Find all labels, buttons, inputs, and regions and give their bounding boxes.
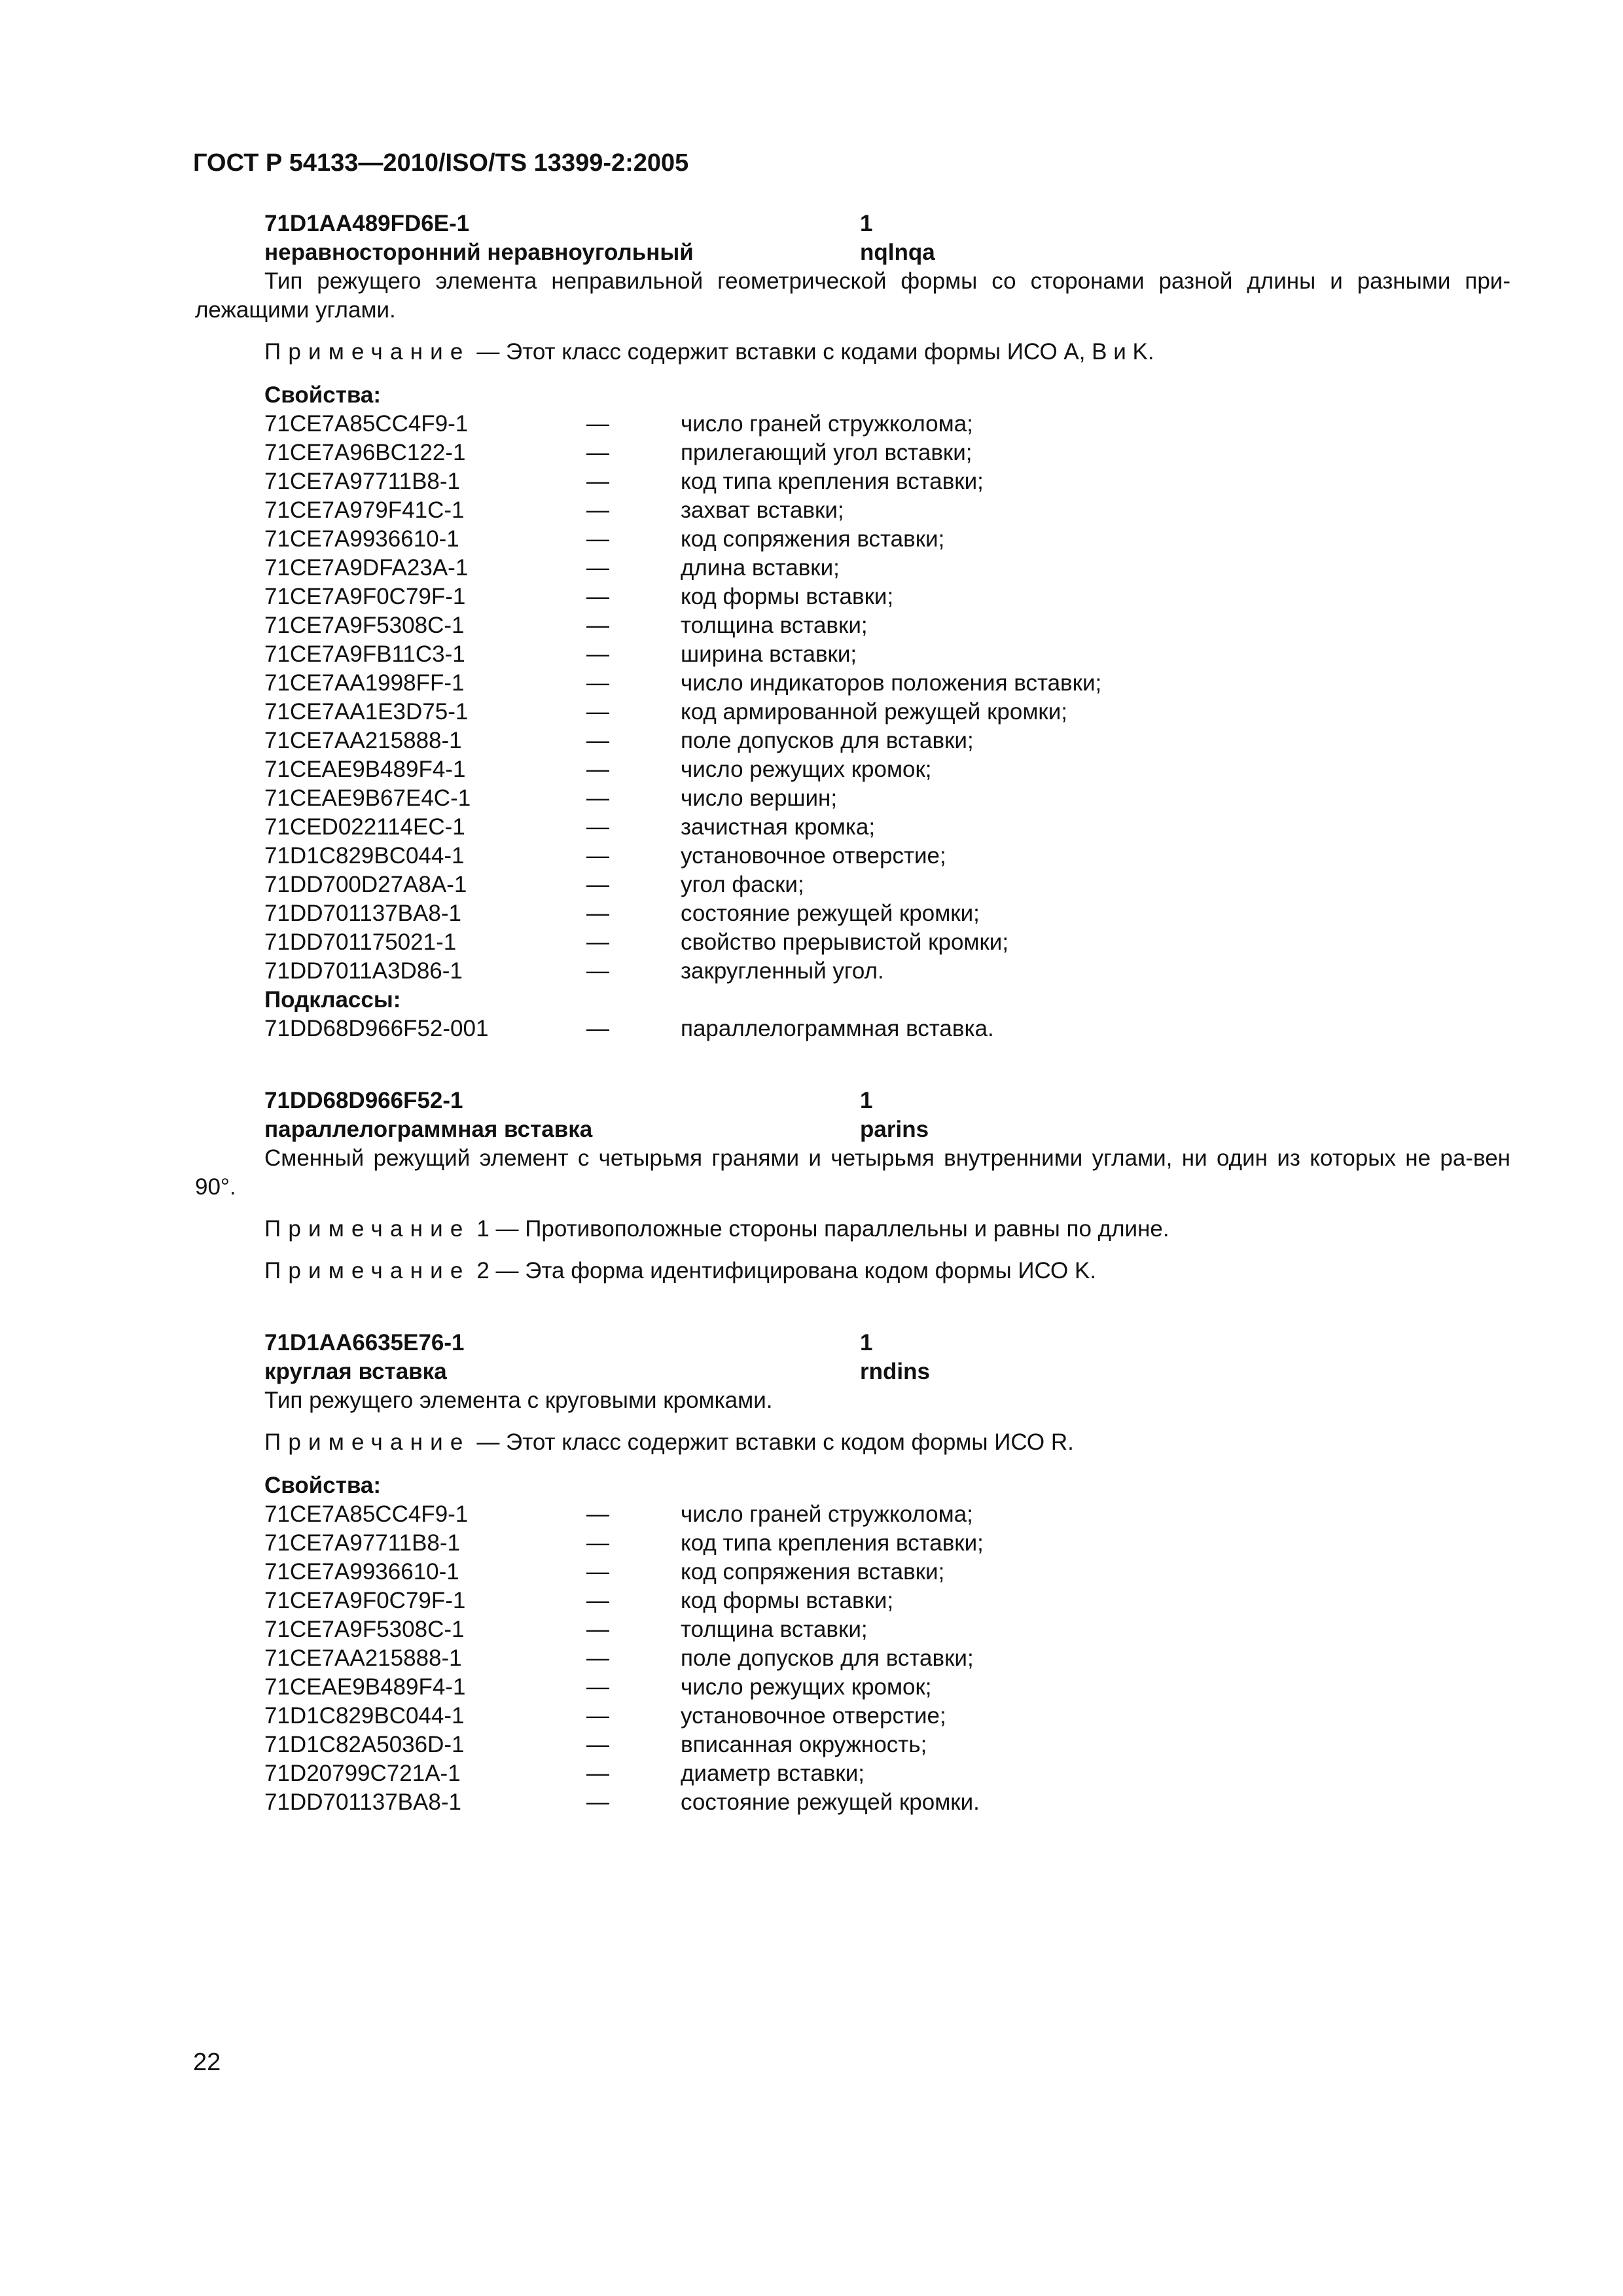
property-row [195, 1759, 1510, 1788]
property-code: 71CEAE9B489F4-1 [264, 1674, 466, 1700]
property-code: 71CE7A96BC122-1 [264, 440, 466, 465]
property-row [195, 439, 1510, 467]
property-code: 71CE7A9DFA23A-1 [264, 555, 469, 581]
property-dash: — [586, 929, 609, 955]
subclass-description: параллелограммная вставка. [681, 1016, 994, 1041]
property-code: 71CE7A979F41C-1 [264, 497, 465, 523]
property-description: число режущих кромок; [681, 1674, 932, 1700]
property-code: 71CE7A97711B8-1 [264, 469, 461, 494]
property-row [195, 669, 1510, 698]
properties-label: Свойства: [264, 382, 382, 408]
property-code: 71CE7A9F5308C-1 [264, 1617, 465, 1642]
property-description: длина вставки; [681, 555, 840, 581]
property-code: 71CED022114EC-1 [264, 814, 465, 840]
property-description: диаметр вставки; [681, 1761, 865, 1786]
property-code: 71CE7A85CC4F9-1 [264, 411, 469, 437]
property-description: ширина вставки; [681, 641, 857, 667]
property-dash: — [586, 1645, 609, 1671]
note-label: Примечание [264, 339, 471, 365]
property-description: толщина вставки; [681, 613, 868, 638]
spacer [195, 367, 1510, 381]
section-spacer [195, 1285, 1510, 1329]
entry-note [264, 1257, 1510, 1285]
property-dash: — [586, 1703, 609, 1729]
property-description: состояние режущей кромки; [681, 901, 980, 926]
property-code: 71D20799C721A-1 [264, 1761, 461, 1786]
property-row [195, 1500, 1510, 1529]
property-row [195, 957, 1510, 986]
entry-short-name: rndins [860, 1359, 930, 1384]
property-description: захват вставки; [681, 497, 844, 523]
note-label: Примечание [264, 1429, 471, 1455]
property-row [195, 1529, 1510, 1558]
property-code: 71D1C829BC044-1 [264, 1703, 465, 1729]
property-row [195, 784, 1510, 813]
property-code: 71CE7AA1998FF-1 [264, 670, 465, 696]
property-dash: — [586, 469, 609, 494]
entry-definition: Тип режущего элемента с круговыми кромками. [264, 1388, 773, 1413]
property-code: 71CE7A9936610-1 [264, 1559, 459, 1585]
property-code: 71CE7A9F0C79F-1 [264, 1588, 466, 1613]
property-description: прилегающий угол вставки; [681, 440, 972, 465]
note-text: — Этот класс содержит вставки с кодами формы ИСО A, B и K. [476, 339, 1154, 365]
property-description: состояние режущей кромки. [681, 1789, 980, 1815]
property-row [195, 611, 1510, 640]
property-code: 71CEAE9B67E4C-1 [264, 785, 471, 811]
property-description: код формы вставки; [681, 1588, 894, 1613]
entry-block [195, 1329, 1510, 1817]
property-row [195, 726, 1510, 755]
property-dash: — [586, 1588, 609, 1613]
entry-name: круглая вставка [264, 1359, 447, 1384]
property-dash: — [586, 1617, 609, 1642]
property-code: 71CE7A9F5308C-1 [264, 613, 465, 638]
property-description: поле допусков для вставки; [681, 728, 974, 753]
property-row [195, 410, 1510, 439]
property-description: зачистная кромка; [681, 814, 876, 840]
property-row [195, 583, 1510, 611]
property-dash: — [586, 1559, 609, 1585]
property-dash: — [586, 1732, 609, 1757]
property-row [195, 1788, 1510, 1817]
property-row [195, 1587, 1510, 1615]
entry-header [264, 209, 1510, 238]
property-description: код армированной режущей кромки; [681, 699, 1067, 725]
property-code: 71CE7AA215888-1 [264, 728, 462, 753]
property-code: 71DD701137BA8-1 [264, 1789, 461, 1815]
entry-version: 1 [860, 1330, 873, 1355]
property-dash: — [586, 613, 609, 638]
property-code: 71CE7A9936610-1 [264, 526, 459, 552]
entry-code: 71D1AA6635E76-1 [264, 1330, 465, 1355]
property-dash: — [586, 411, 609, 437]
property-dash: — [586, 757, 609, 782]
entry-note [264, 1428, 1510, 1457]
entry-short-name: nqlnqa [860, 240, 935, 265]
subclass-dash: — [586, 1016, 609, 1041]
property-dash: — [586, 1761, 609, 1786]
note-label: Примечание [264, 1216, 471, 1242]
entry-version: 1 [860, 211, 873, 236]
property-row [195, 698, 1510, 726]
property-description: угол фаски; [681, 872, 804, 897]
property-description: свойство прерывистой кромки; [681, 929, 1009, 955]
property-dash: — [586, 843, 609, 869]
property-description: код типа крепления вставки; [681, 1530, 984, 1556]
property-code: 71CE7A85CC4F9-1 [264, 1501, 469, 1527]
property-code: 71CE7A97711B8-1 [264, 1530, 461, 1556]
property-dash: — [586, 670, 609, 696]
entry-short-name: parins [860, 1117, 929, 1142]
property-description: закругленный угол. [681, 958, 884, 984]
note-text: 2 — Эта форма идентифицирована кодом формы ИСО K. [476, 1258, 1097, 1283]
entry-code: 71D1AA489FD6E-1 [264, 211, 470, 236]
property-description: код сопряжения вставки; [681, 1559, 945, 1585]
entry-name: неравносторонний неравноугольный [264, 240, 694, 265]
property-description: число граней стружколома; [681, 1501, 973, 1527]
page-number: 22 [193, 2049, 221, 2076]
property-dash: — [586, 785, 609, 811]
entry-header [264, 1329, 1510, 1357]
property-dash: — [586, 1789, 609, 1815]
property-row [195, 1615, 1510, 1644]
property-row [195, 813, 1510, 842]
property-row [195, 640, 1510, 669]
property-row [195, 525, 1510, 554]
property-row [195, 1731, 1510, 1759]
entry-note [264, 338, 1510, 367]
entry-name-row [264, 1357, 1510, 1386]
property-code: 71DD701175021-1 [264, 929, 457, 955]
subclasses-label: Подклассы: [264, 987, 401, 1013]
property-description: код сопряжения вставки; [681, 526, 945, 552]
property-dash: — [586, 699, 609, 725]
property-dash: — [586, 584, 609, 609]
property-dash: — [586, 1501, 609, 1527]
property-row [195, 467, 1510, 496]
entry-block [195, 1086, 1510, 1285]
entry-block [195, 209, 1510, 1043]
property-row [195, 496, 1510, 525]
subclass-row [195, 1014, 1510, 1043]
property-row [195, 1673, 1510, 1702]
property-code: 71DD701137BA8-1 [264, 901, 461, 926]
property-description: число вершин; [681, 785, 838, 811]
note-text: 1 — Противоположные стороны параллельны и равны по длине. [476, 1216, 1169, 1242]
property-dash: — [586, 728, 609, 753]
property-code: 71D1C82A5036D-1 [264, 1732, 465, 1757]
property-dash: — [586, 555, 609, 581]
properties-label: Свойства: [264, 1473, 382, 1498]
property-dash: — [586, 901, 609, 926]
entry-code: 71DD68D966F52-1 [264, 1088, 463, 1113]
property-code: 71CEAE9B489F4-1 [264, 757, 466, 782]
property-dash: — [586, 958, 609, 984]
property-dash: — [586, 1530, 609, 1556]
property-row [195, 1644, 1510, 1673]
property-row [195, 1702, 1510, 1731]
property-code: 71CE7AA215888-1 [264, 1645, 462, 1671]
note-text: — Этот класс содержит вставки с кодом формы ИСО R. [476, 1429, 1074, 1455]
entry-name-row [264, 1115, 1510, 1144]
property-row [195, 899, 1510, 928]
property-description: толщина вставки; [681, 1617, 868, 1642]
section-spacer [195, 1043, 1510, 1086]
subclass-code: 71DD68D966F52-001 [264, 1016, 489, 1041]
property-description: установочное отверстие; [681, 843, 946, 869]
property-row [195, 842, 1510, 870]
page-header: ГОСТ Р 54133—2010/ISO/TS 13399-2:2005 [193, 149, 689, 177]
property-row [195, 928, 1510, 957]
property-code: 71DD7011A3D86-1 [264, 958, 463, 984]
entry-definition: Сменный режущий элемент с четырьмя гранями и четырьмя внутренними углами, ни один из которых не ра-вен 90°. [195, 1145, 1510, 1200]
property-dash: — [586, 872, 609, 897]
property-dash: — [586, 440, 609, 465]
property-code: 71CE7A9FB11C3-1 [264, 641, 465, 667]
entry-version: 1 [860, 1088, 873, 1113]
entry-name: параллелограммная вставка [264, 1117, 593, 1142]
property-code: 71DD700D27A8A-1 [264, 872, 467, 897]
property-dash: — [586, 497, 609, 523]
entry-name-row [264, 238, 1510, 267]
entry-header [264, 1086, 1510, 1115]
property-description: вписанная окружность; [681, 1732, 927, 1757]
property-dash: — [586, 526, 609, 552]
property-dash: — [586, 641, 609, 667]
note-label: Примечание [264, 1258, 471, 1283]
document-body [195, 209, 1510, 1817]
property-description: число индикаторов положения вставки; [681, 670, 1102, 696]
property-code: 71D1C829BC044-1 [264, 843, 465, 869]
property-row [195, 870, 1510, 899]
property-row [195, 1558, 1510, 1587]
property-dash: — [586, 1674, 609, 1700]
entry-definition: Тип режущего элемента неправильной геометрической формы со сторонами разной длины и разными при-лежащими углами. [195, 268, 1510, 323]
property-dash: — [586, 814, 609, 840]
property-description: установочное отверстие; [681, 1703, 946, 1729]
entry-note [264, 1215, 1510, 1244]
property-row [195, 554, 1510, 583]
spacer [195, 1457, 1510, 1471]
property-description: код типа крепления вставки; [681, 469, 984, 494]
property-description: код формы вставки; [681, 584, 894, 609]
property-code: 71CE7AA1E3D75-1 [264, 699, 469, 725]
property-description: поле допусков для вставки; [681, 1645, 974, 1671]
property-description: число граней стружколома; [681, 411, 973, 437]
property-row [195, 755, 1510, 784]
property-description: число режущих кромок; [681, 757, 932, 782]
property-code: 71CE7A9F0C79F-1 [264, 584, 466, 609]
